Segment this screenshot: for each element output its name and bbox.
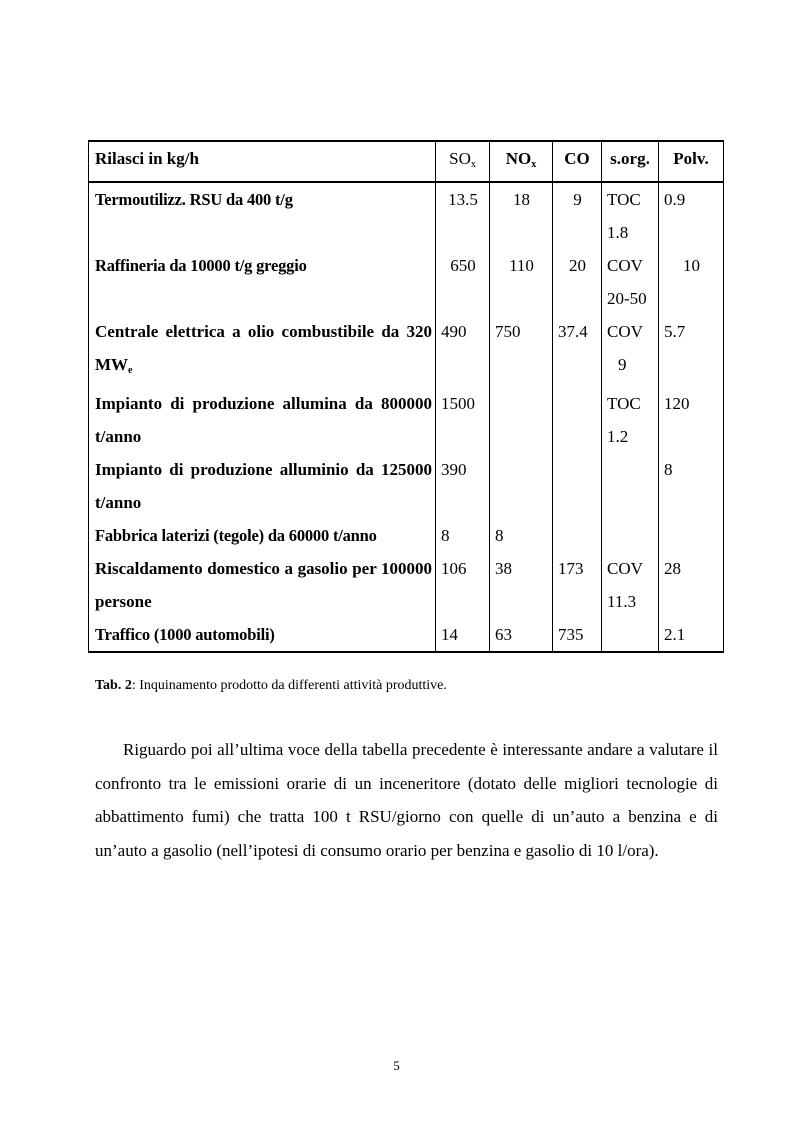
row-activity [89, 315, 436, 387]
table-row [89, 182, 724, 249]
row-sorg-line1: COV [607, 322, 643, 341]
row-polv: 10 [659, 249, 724, 315]
row-sorg-line2: 11.3 [607, 592, 637, 611]
table-row [89, 315, 724, 387]
row-sorg [602, 315, 659, 387]
body-paragraph [95, 733, 718, 867]
header-sox-base: SO [449, 149, 471, 168]
header-nox-sub: x [531, 159, 537, 170]
table-row [89, 519, 724, 552]
row-activity-text: Centrale elettrica a olio combustibile da 320 MW [95, 322, 432, 374]
row-sorg [602, 552, 659, 618]
table-row [89, 453, 724, 519]
row-nox: 110 [490, 249, 553, 315]
row-nox: 750 [490, 315, 553, 387]
row-co [553, 453, 602, 519]
table-caption [95, 678, 447, 694]
row-activity: Termoutilizz. RSU da 400 t/g [89, 182, 436, 249]
row-nox: 18 [490, 182, 553, 249]
header-sox-sub: x [470, 159, 476, 170]
row-sox: 8 [436, 519, 490, 552]
header-activity: Rilasci in kg/h [89, 141, 436, 182]
row-polv: 8 [659, 453, 724, 519]
emissions-table [88, 140, 724, 653]
row-polv: 0.9 [659, 182, 724, 249]
caption-label: Tab. 2 [95, 678, 132, 693]
table-header-row [89, 141, 724, 182]
table-row [89, 249, 724, 315]
row-nox: 8 [490, 519, 553, 552]
row-sorg-line1: COV [607, 256, 643, 275]
row-co: 9 [553, 182, 602, 249]
row-activity-sub: e [128, 365, 133, 376]
row-activity: Impianto di produzione allumina da 800000 t/anno [89, 387, 436, 453]
caption-text: : Inquinamento prodotto da differenti attività produttive. [131, 678, 447, 693]
header-sox [436, 141, 490, 182]
row-co: 37.4 [553, 315, 602, 387]
row-sorg-line2: 9 [618, 355, 627, 374]
header-polv: Polv. [659, 141, 724, 182]
row-polv: 5.7 [659, 315, 724, 387]
row-co: 20 [553, 249, 602, 315]
row-sox: 106 [436, 552, 490, 618]
row-polv: 2.1 [659, 618, 724, 652]
row-sorg-line2: 1.8 [607, 223, 629, 242]
row-sorg-line1: COV [607, 559, 643, 578]
header-co: CO [553, 141, 602, 182]
row-sorg-line1: TOC [607, 394, 641, 413]
row-polv: 120 [659, 387, 724, 453]
table-row [89, 552, 724, 618]
row-sox: 490 [436, 315, 490, 387]
paragraph-text: Riguardo poi all’ultima voce della tabella precedente è interessante andare a valutare il confronto tra le emissioni orarie di un inceneritore (dotato delle migliori tecnologie di abbattimento fumi) che tratta 100 t RSU/giorno con quelle di un’auto a benzina e di un’auto a gasolio (nell’ipotesi di consumo orario per benzina e gasolio di 10 l/ora). [95, 740, 718, 860]
row-co: 735 [553, 618, 602, 652]
row-nox [490, 453, 553, 519]
row-co [553, 387, 602, 453]
page-number: 5 [393, 1058, 400, 1073]
row-sorg-line2: 20-50 [607, 289, 647, 308]
row-sox: 1500 [436, 387, 490, 453]
row-sorg [602, 519, 659, 552]
row-nox: 63 [490, 618, 553, 652]
row-activity: Riscaldamento domestico a gasolio per 100000 persone [89, 552, 436, 618]
row-co [553, 519, 602, 552]
header-sorg: s.org. [602, 141, 659, 182]
table-row [89, 618, 724, 652]
row-sorg [602, 182, 659, 249]
row-sox: 14 [436, 618, 490, 652]
table-row [89, 387, 724, 453]
header-nox-base: NO [505, 149, 532, 168]
row-co: 173 [553, 552, 602, 618]
row-sorg [602, 249, 659, 315]
row-sorg [602, 618, 659, 652]
row-sorg [602, 453, 659, 519]
row-sox: 390 [436, 453, 490, 519]
row-sox: 13.5 [436, 182, 490, 249]
row-nox: 38 [490, 552, 553, 618]
header-nox [490, 141, 553, 182]
row-polv [659, 519, 724, 552]
row-sorg-line1: TOC [607, 190, 641, 209]
row-sorg [602, 387, 659, 453]
row-activity: Raffineria da 10000 t/g greggio [89, 249, 436, 315]
row-activity: Fabbrica laterizi (tegole) da 60000 t/anno [89, 519, 436, 552]
row-sox: 650 [436, 249, 490, 315]
row-nox [490, 387, 553, 453]
row-sorg-line2: 1.2 [607, 427, 629, 446]
row-polv: 28 [659, 552, 724, 618]
row-activity: Traffico (1000 automobili) [89, 618, 436, 652]
row-activity: Impianto di produzione alluminio da 125000 t/anno [89, 453, 436, 519]
